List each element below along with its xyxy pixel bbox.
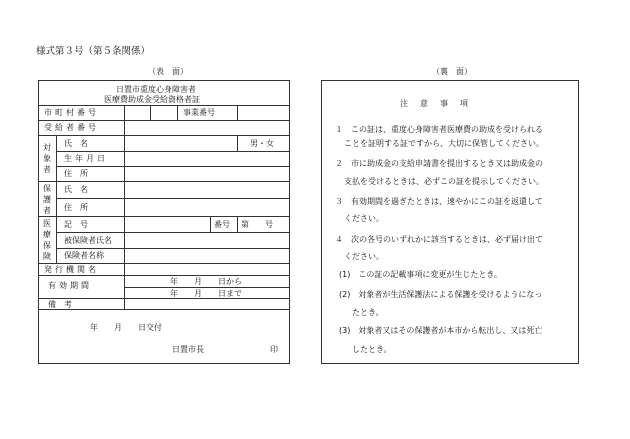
row-line (56, 248, 290, 249)
symbol-label: 記 号 (64, 220, 88, 229)
order-label: 第 号 (241, 220, 273, 229)
row-line (38, 181, 290, 182)
back-heading: 注 意 事 項 (400, 99, 470, 108)
insurance-group-label: 医療保険 (43, 219, 51, 261)
note-1-line2: ことを証明する証ですから、大切に保管してください。 (344, 139, 544, 148)
guardian-group-label: 保護者 (43, 184, 51, 215)
validity-from: 年 月 日から (170, 277, 242, 286)
number-label: 番号 (214, 220, 230, 229)
row-line (56, 232, 290, 233)
subnote-2-line1: (2) 対象者が生活保護法による保護を受けるようになっ (339, 290, 543, 299)
cell-divider (150, 105, 151, 120)
note-2-line1: ２ 市に助成金の支給申請書を提出するとき又は助成金の (335, 159, 543, 168)
validity-label: 有効期間 (48, 281, 92, 290)
note-1-line1: １ この証は、重度心身障害者医療費の助成を受けられる (335, 125, 543, 134)
office-no-label: 事業番号 (183, 108, 215, 117)
note-4-line1: ４ 次の各号のいずれかに該当するときは、必ず届け出て (335, 235, 543, 244)
group-divider (56, 135, 57, 263)
cell-divider (177, 105, 178, 120)
row-line (38, 120, 290, 121)
cell-divider (210, 216, 211, 232)
note-4-line2: ください。 (344, 252, 384, 261)
cell-divider (237, 216, 238, 232)
form-number: 様式第３号（第５条関係） (36, 46, 151, 57)
subnote-3-line2: したとき。 (352, 345, 392, 354)
subject-group-label: 対象者 (43, 143, 51, 174)
label-divider (124, 105, 125, 309)
row-line (56, 151, 290, 152)
mayor-label: 日置市長 (172, 345, 204, 354)
note-3-line1: ３ 有効期間を過ぎたときは、速やかにこの証を返還して (335, 197, 543, 206)
front-title-line1: 日置市重度心身障害者 (116, 85, 196, 94)
table-top-line (38, 105, 290, 106)
row-line (38, 135, 290, 136)
front-side-label: （表 面） (148, 67, 188, 76)
sex-label: 男・女 (250, 139, 274, 148)
recipient-no-label: 受給者番号 (44, 123, 99, 132)
subnote-1: (1) この証の記載事項に変更が生じたとき。 (339, 270, 503, 279)
cell-divider (237, 105, 238, 120)
row-line (38, 263, 290, 264)
row-line (38, 216, 290, 217)
issuer-name-label: 発行機関名 (44, 265, 99, 274)
row-line (124, 287, 290, 288)
table-bottom-line (38, 309, 290, 310)
row-line (56, 198, 290, 199)
row-line (38, 275, 290, 276)
subnote-3-line1: (3) 対象者又はその保護者が本市から転出し、又は死亡 (339, 326, 543, 335)
cell-divider (237, 135, 238, 151)
row-line (38, 298, 290, 299)
birth-label: 生年月日 (64, 154, 108, 163)
insured-name-label: 被保険者氏名 (64, 236, 112, 245)
subnote-2-line2: たとき。 (352, 308, 384, 317)
back-side-label: （裏 面） (432, 67, 472, 76)
municipality-no-label: 市町村番号 (44, 108, 99, 117)
row-line (56, 166, 290, 167)
note-2-line2: 支払を受けるときは、必ずこの証を提示してください。 (344, 177, 544, 186)
note-3-line2: ください。 (344, 214, 384, 223)
name-label: 氏 名 (64, 139, 88, 148)
remarks-label: 備 考 (48, 300, 72, 309)
validity-to: 年 月 日まで (170, 289, 242, 298)
seal-mark: 印 (270, 345, 278, 354)
insurer-name-label: 保険者名称 (64, 251, 104, 260)
issue-date: 年 月 日交付 (90, 323, 162, 332)
guardian-address-label: 住 所 (64, 203, 88, 212)
guardian-name-label: 氏 名 (64, 185, 88, 194)
front-title-line2: 医療費助成金受給資格者証 (104, 95, 200, 104)
address-label: 住 所 (64, 169, 88, 178)
